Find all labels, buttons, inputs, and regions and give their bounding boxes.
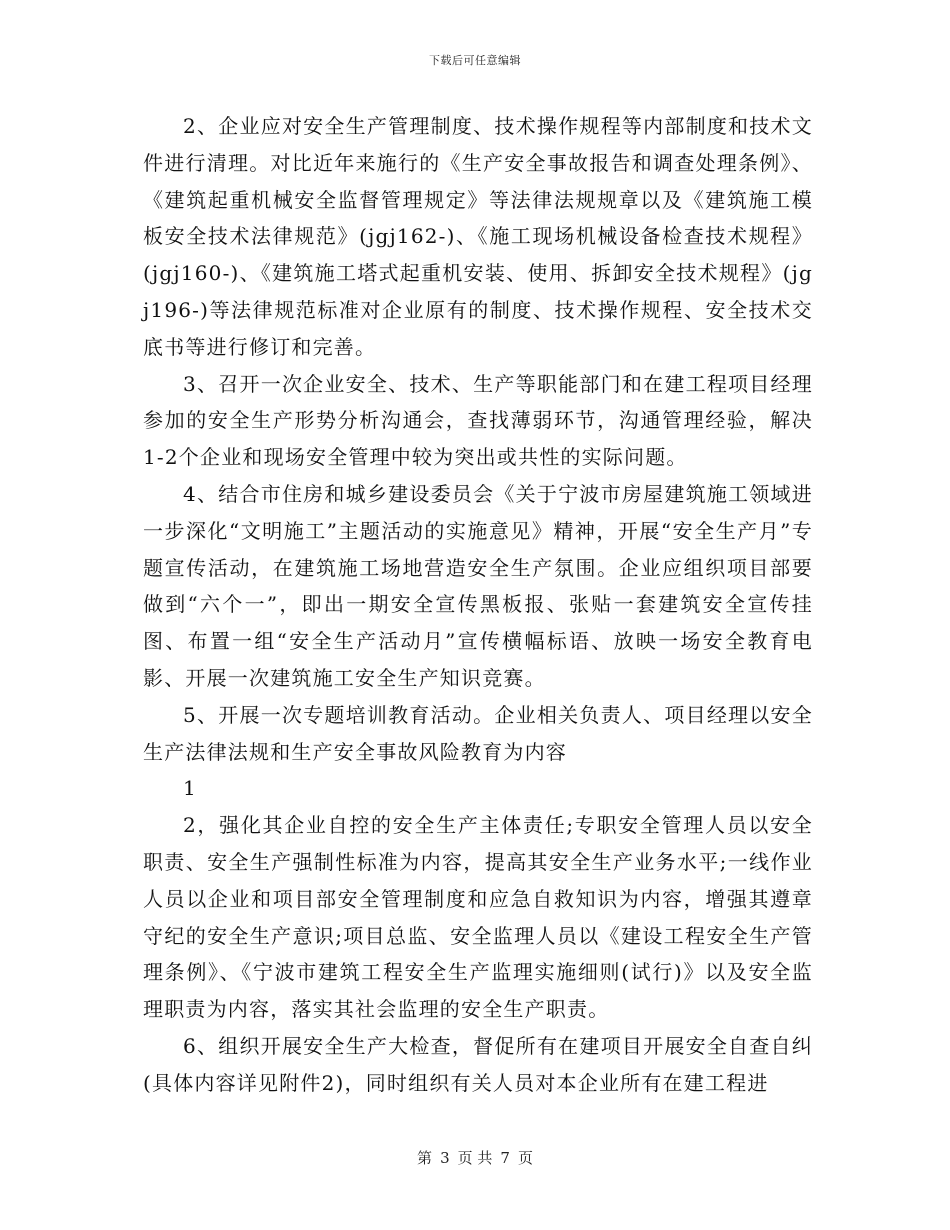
paragraph-item-4: 4、结合市住房和城乡建设委员会《关于宁波市房屋建筑施工领域进一步深化“文明施工”主题活动的实施意见》精神，开展“安全生产月”专题宣传活动，在建筑施工场地营造安全生产氛围。企业应组织项目部要做到“六个一”，即出一期安全宣传黑板报、张贴一套建筑安全宣传挂图、布置一组“安全生产活动月”宣传横幅标语、放映一场安全教育电影、开展一次建筑施工安全生产知识竞赛。 [143,481,813,690]
paragraph-number: 1 [183,776,196,801]
paragraph-item-5: 5、开展一次专题培训教育活动。企业相关负责人、项目经理以安全生产法律法规和生产安全事故风险教育为内容 [143,702,813,764]
footer-total-pages: 7 [500,1149,510,1167]
footer-prefix: 第 [417,1149,433,1167]
paragraph-continuation: 2，强化其企业自控的安全生产主体责任;专职安全管理人员以安全职责、安全生产强制性标准为内容，提高其安全生产业务水平;一线作业人员以企业和项目部安全管理制度和应急自救知识为内容，增强其遵章守纪的安全生产意识;项目总监、安全监理人员以《建设工程安全生产管理条例》、《宁波市建筑工程安全生产监理实施细则(试行)》以及安全监理职责为内容，落实其社会监理的安全生产职责。 [143,813,813,1022]
paragraph-item-6: 6、组织开展安全生产大检查，督促所有在建项目开展安全自查自纠(具体内容详见附件2)，同时组织有关人员对本企业所有在建工程进 [143,1033,813,1095]
footer-middle: 页 共 [457,1149,493,1167]
paragraph-item-2: 2、企业应对安全生产管理制度、技术操作规程等内部制度和技术文件进行清理。对比近年来施行的《生产安全事故报告和调查处理条例》、《建筑起重机械安全监督管理规定》等法律法规规章以及《建筑施工模板安全技术法律规范》(jgj162-)、《施工现场机械设备检查技术规程》(jgj160-)、《建筑施工塔式起重机安装、使用、拆卸安全技术规程》(jgj196-)等法律规范标准对企业原有的制度、技术操作规程、安全技术交底书等进行修订和完善。 [143,114,813,359]
page-footer [0,1147,950,1168]
paragraph-item-3: 3、召开一次企业安全、技术、生产等职能部门和在建工程项目经理参加的安全生产形势分析沟通会，查找薄弱环节，沟通管理经验，解决1-2个企业和现场安全管理中较为突出或共性的实际问题。 [143,371,813,470]
document-body [143,108,813,1102]
footer-page-number: 3 [440,1149,450,1167]
footer-suffix: 页 [517,1149,533,1167]
page-header: 下载后可任意编辑 [429,54,521,67]
